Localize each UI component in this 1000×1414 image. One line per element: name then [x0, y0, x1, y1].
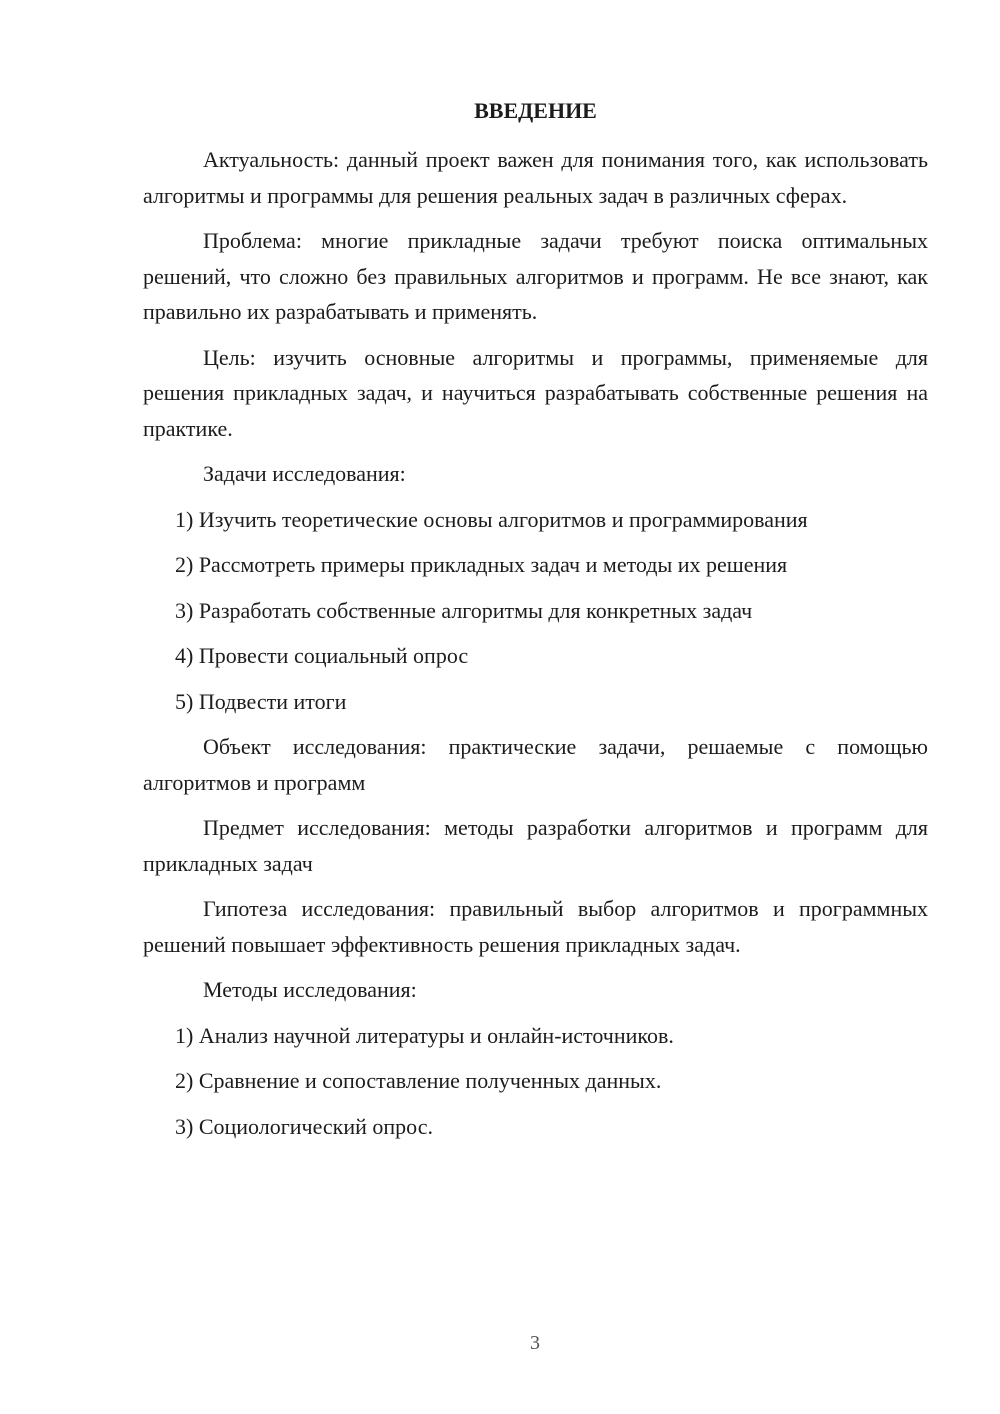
list-item: 5) Подвести итоги — [175, 688, 347, 714]
relevance-paragraph: Актуальность: данный проект важен для понимания того, как использовать алгоритмы и программы для решения реальных задач в различных сферах. — [143, 147, 928, 208]
list-item: 1) Изучить теоретические основы алгоритмов и программирования — [175, 506, 808, 532]
list-item: 2) Рассмотреть примеры прикладных задач и методы их решения — [175, 552, 788, 577]
list-item: 3) Разработать собственные алгоритмы для конкретных задач — [175, 597, 753, 623]
methods-list — [143, 1018, 928, 1145]
hypothesis-paragraph: Гипотеза исследования: правильный выбор алгоритмов и программных решений повышает эффективность решения прикладных задач. — [143, 896, 928, 957]
problem-paragraph: Проблема: многие прикладные задачи требуют поиска оптимальных решений, что сложно без правильных алгоритмов и программ. Не все знают, как правильно их разрабатывать и применять. — [143, 228, 928, 324]
list-item: 3) Социологический опрос. — [175, 1113, 433, 1139]
list-item: 1) Анализ научной литературы и онлайн-источников. — [175, 1022, 674, 1048]
page-number: 3 — [530, 1332, 540, 1354]
goal-paragraph: Цель: изучить основные алгоритмы и программы, применяемые для решения прикладных задач, и научиться разрабатывать собственные решения на практике. — [143, 344, 928, 441]
section-title: ВВЕДЕНИЕ — [474, 98, 597, 123]
list-item: 2) Сравнение и сопоставление полученных данных. — [175, 1068, 662, 1093]
subject-paragraph: Предмет исследования: методы разработки алгоритмов и программ для прикладных задач — [143, 815, 928, 876]
object-paragraph: Объект исследования: практические задачи, решаемые с помощью алгоритмов и программ — [143, 734, 928, 795]
page-content — [143, 96, 928, 1154]
methods-heading: Методы исследования: — [203, 977, 417, 1002]
list-item: 4) Провести социальный опрос — [175, 643, 469, 668]
tasks-list — [143, 502, 928, 720]
tasks-heading: Задачи исследования: — [203, 461, 406, 486]
